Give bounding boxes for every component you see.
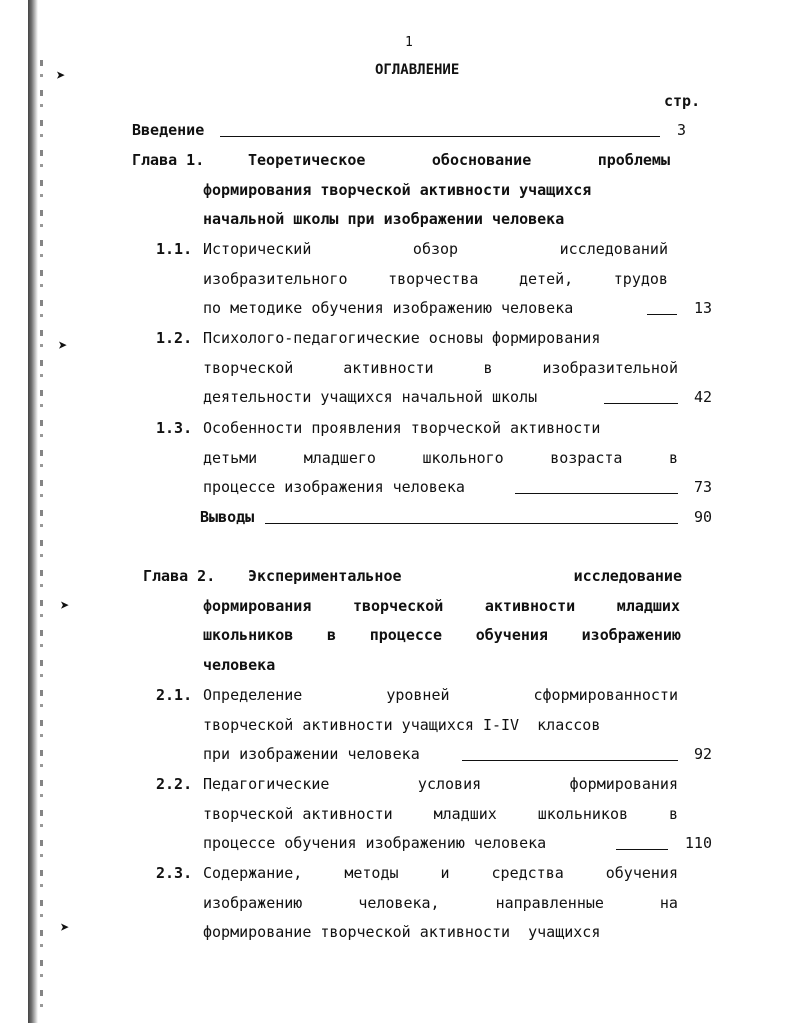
dot-leader	[616, 849, 668, 850]
word: творчества	[388, 270, 479, 288]
word: трудов	[613, 270, 668, 288]
chapter-title-line: человека	[203, 656, 276, 674]
word: условия	[417, 775, 482, 793]
toc-page-number: 92	[693, 745, 712, 763]
section-title-line: по методике обучения изображению человека	[203, 299, 574, 317]
word: Содержание,	[203, 864, 303, 882]
scan-edge-marks	[40, 60, 43, 1020]
section-title-line: творческой активности учащихся I-IV классов	[203, 716, 601, 734]
chapter-title-line: начальной школы при изображении человека	[203, 210, 565, 228]
section-title-line	[203, 449, 678, 467]
section-title-line	[203, 686, 678, 704]
word: на	[659, 894, 678, 912]
ink-blot: ➤	[60, 596, 70, 615]
toc-page-number: 13	[693, 299, 712, 317]
word: проблемы	[597, 151, 670, 169]
ink-blot: ➤	[56, 66, 66, 85]
ink-blot: ➤	[60, 918, 70, 937]
chapter-title-line	[248, 151, 670, 169]
chapter-label: Глава 1.	[132, 151, 205, 169]
word: исследований	[559, 240, 668, 258]
toc-page-number: 90	[693, 508, 712, 526]
word: детьми	[203, 449, 258, 467]
section-number: 1.1.	[156, 240, 193, 258]
chapter-title-line: формирования творческой активности учащихся	[203, 181, 592, 199]
toc-page-number: 73	[693, 478, 712, 496]
section-number: 1.3.	[156, 419, 193, 437]
word: обоснование	[431, 151, 532, 169]
word: обучения	[475, 626, 548, 644]
word: возраста	[550, 449, 623, 467]
dot-leader	[462, 760, 678, 761]
word: Определение	[203, 686, 303, 704]
word: исследование	[573, 567, 682, 585]
section-title-line: Психолого-педагогические основы формирования	[203, 329, 601, 347]
section-title-line: процессе обучения изображению человека	[203, 834, 547, 852]
word: творческой	[203, 359, 294, 377]
dot-leader	[604, 403, 678, 404]
section-title-line	[203, 805, 678, 823]
word: методы	[344, 864, 399, 882]
page-column-label: стр.	[664, 92, 701, 110]
dot-leader	[515, 493, 678, 494]
dot-leader	[220, 136, 660, 137]
word: уровней	[386, 686, 450, 704]
page-number: 1	[405, 35, 413, 50]
word: детей,	[519, 270, 574, 288]
word: изобразительного	[203, 270, 348, 288]
section-title-line: Особенности проявления творческой активности	[203, 419, 601, 437]
word: Исторический	[203, 240, 312, 258]
word: в	[668, 449, 678, 467]
word: Экспериментальное	[248, 567, 402, 585]
section-title-line	[203, 270, 668, 288]
word: творческой активности	[203, 805, 393, 823]
word: изобразительной	[542, 359, 678, 377]
word: школьников	[537, 805, 629, 823]
toc-entry-intro: Введение	[132, 121, 205, 139]
section-number: 2.1.	[156, 686, 193, 704]
word: направленные	[495, 894, 604, 912]
word: активности	[343, 359, 434, 377]
word: человека,	[358, 894, 440, 912]
section-title-line	[203, 240, 668, 258]
word: младших	[616, 597, 680, 615]
word: в	[327, 626, 337, 644]
word: обзор	[412, 240, 459, 258]
chapter-title-line	[248, 567, 682, 585]
toc-entry-conclusions: Выводы	[200, 508, 255, 526]
word: обучения	[605, 864, 678, 882]
toc-page-number: 3	[676, 121, 686, 139]
word: изображению	[203, 894, 303, 912]
chapter-title-line	[203, 626, 681, 644]
section-title-line: при изображении человека	[203, 745, 420, 763]
toc-page-number: 110	[684, 834, 712, 852]
section-title-line	[203, 864, 678, 882]
word: в	[483, 359, 493, 377]
word: творческой	[352, 597, 444, 615]
section-number: 2.3.	[156, 864, 193, 882]
section-title-line: деятельности учащихся начальной школы	[203, 388, 538, 406]
word: младших	[433, 805, 497, 823]
word: в	[668, 805, 678, 823]
dot-leader	[647, 314, 677, 315]
toc-page-number: 42	[693, 388, 712, 406]
word: младшего	[303, 449, 376, 467]
section-title-line	[203, 775, 678, 793]
section-title-line	[203, 359, 678, 377]
section-title-line: формирование творческой активности учащихся	[203, 923, 601, 941]
section-number: 2.2.	[156, 775, 193, 793]
word: школьников	[203, 626, 294, 644]
word: и	[440, 864, 450, 882]
word: процессе	[369, 626, 442, 644]
section-title-line	[203, 894, 678, 912]
word: активности	[484, 597, 576, 615]
word: сформированности	[533, 686, 678, 704]
section-number: 1.2.	[156, 329, 193, 347]
word: формирования	[203, 597, 312, 615]
word: школьного	[422, 449, 504, 467]
chapter-label: Глава 2.	[143, 567, 216, 585]
word: средства	[491, 864, 564, 882]
ink-blot: ➤	[58, 336, 68, 355]
word: Педагогические	[203, 775, 330, 793]
word: изображению	[581, 626, 681, 644]
word: формирования	[569, 775, 678, 793]
chapter-title-line	[203, 597, 680, 615]
word: Теоретическое	[248, 151, 366, 169]
dot-leader	[265, 523, 678, 524]
section-title-line: процессе изображения человека	[203, 478, 465, 496]
page-title: ОГЛАВЛЕНИЕ	[375, 62, 460, 78]
scan-edge-shadow	[28, 0, 38, 1023]
